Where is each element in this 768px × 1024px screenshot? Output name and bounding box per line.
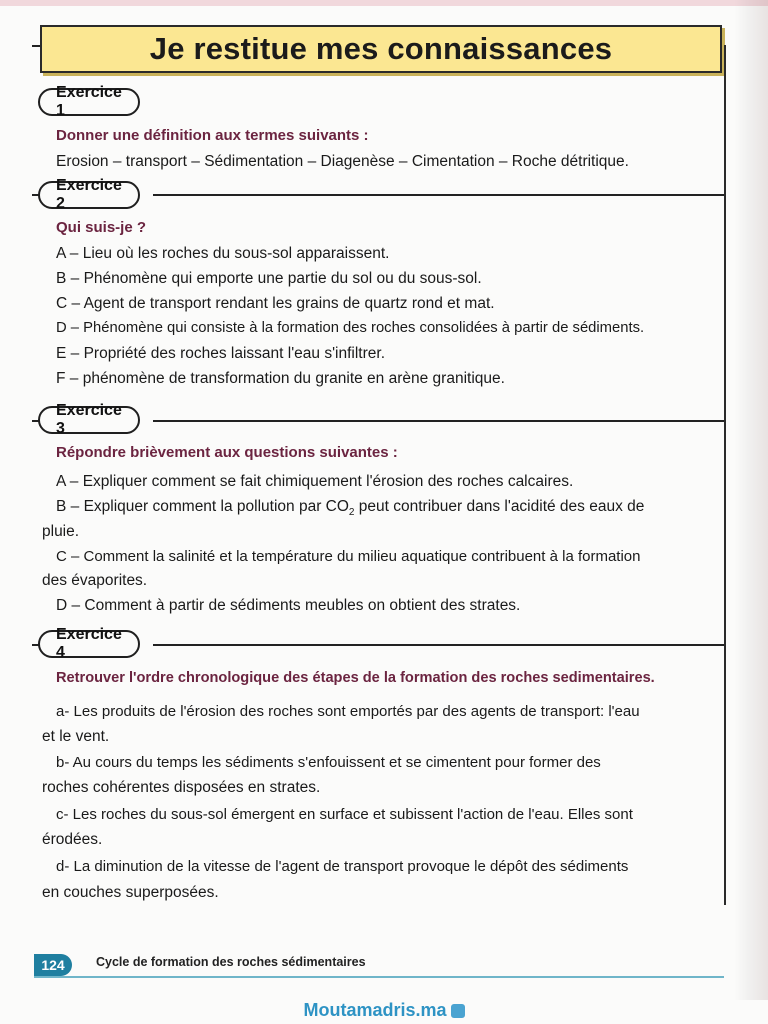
exercise-4-item-b: b- Au cours du temps les sédiments s'enfouissent et se cimentent pour former des — [56, 754, 601, 771]
exercise-2-item-e: E – Propriété des roches laissant l'eau s'infiltrer. — [56, 345, 385, 362]
exercise-2-prompt: Qui suis-je ? — [56, 219, 147, 236]
exercise-1-line: Erosion – transport – Sédimentation – Diagenèse – Cimentation – Roche détritique. — [56, 153, 629, 170]
exercise-2-item-f: F – phénomène de transformation du granite en arène granitique. — [56, 370, 505, 387]
frame-right-rule — [724, 45, 726, 905]
exercise-2-item-d: D – Phénomène qui consiste à la formation des roches consolidées à partir de sédiments. — [56, 320, 645, 336]
exercise-4-item-d: d- La diminution de la vitesse de l'agent de transport provoque le dépôt des sédiments — [56, 858, 629, 875]
watermark-text: Moutamadris.ma — [303, 1000, 447, 1020]
co2-subscript: 2 — [348, 507, 355, 519]
page-number-badge: 124 — [34, 954, 72, 976]
exercise-3-item-b-text-end: peut contribuer dans l'acidité des eaux de — [354, 498, 645, 515]
exercise-4-item-c: c- Les roches du sous-sol émergent en surface et subissent l'action de l'eau. Elles sont — [56, 806, 633, 823]
exercise-2-label: Exercice 2 — [38, 181, 140, 209]
exercise-4-item-d-cont: en couches superposées. — [42, 884, 219, 901]
exercise-3-item-d: D – Comment à partir de sédiments meubles on obtient des strates. — [56, 597, 521, 614]
exercise-2-item-b: B – Phénomène qui emporte une partie du sol ou du sous-sol. — [56, 270, 482, 287]
exercise-3-item-b-cont: pluie. — [42, 523, 80, 540]
title-banner — [40, 25, 722, 73]
exercise-3-item-b — [56, 498, 644, 518]
exercise-2-rule — [153, 194, 724, 196]
exercise-1-prompt: Donner une définition aux termes suivants : — [56, 127, 369, 144]
exercise-3-prompt: Répondre brièvement aux questions suivantes : — [56, 444, 398, 461]
exercise-3-rule — [153, 420, 724, 422]
exercise-1-label: Exercice 1 — [38, 88, 140, 116]
exercise-2-item-c: C – Agent de transport rendant les grains de quartz rond et mat. — [56, 295, 495, 312]
exercise-3-item-c-cont: des évaporites. — [42, 572, 148, 589]
exercise-3-item-a: A – Expliquer comment se fait chimiquement l'érosion des roches calcaires. — [56, 473, 574, 490]
exercise-4-rule — [153, 644, 724, 646]
exercise-3-label: Exercice 3 — [38, 406, 140, 434]
exercise-4-item-b-cont: roches cohérentes disposées en strates. — [42, 779, 321, 796]
exercise-4-item-a-cont: et le vent. — [42, 728, 110, 745]
exercise-4-prompt: Retrouver l'ordre chronologique des étapes de la formation des roches sedimentaires. — [56, 670, 655, 686]
exercise-2-item-a: A – Lieu où les roches du sous-sol apparaissent. — [56, 245, 390, 262]
watermark-logo-icon — [451, 1004, 465, 1018]
exercise-3-item-c: C – Comment la salinité et la température du milieu aquatique contribuent à la formation — [56, 548, 641, 565]
page-top-edge — [0, 0, 768, 6]
page-title: Je restitue mes connaissances — [149, 31, 613, 66]
exercise-4-item-c-cont: érodées. — [42, 831, 103, 848]
exercise-3-item-b-text: B – Expliquer comment la pollution par CO — [56, 498, 349, 515]
chapter-title: Cycle de formation des roches sédimentaires — [96, 955, 366, 969]
watermark — [0, 1000, 768, 1021]
exercise-4-item-a: a- Les produits de l'érosion des roches sont emportés par des agents de transport: l'eau — [56, 703, 640, 720]
page-binding-shadow — [734, 0, 768, 1000]
exercise-4-label: Exercice 4 — [38, 630, 140, 658]
footer-rule — [34, 976, 724, 978]
